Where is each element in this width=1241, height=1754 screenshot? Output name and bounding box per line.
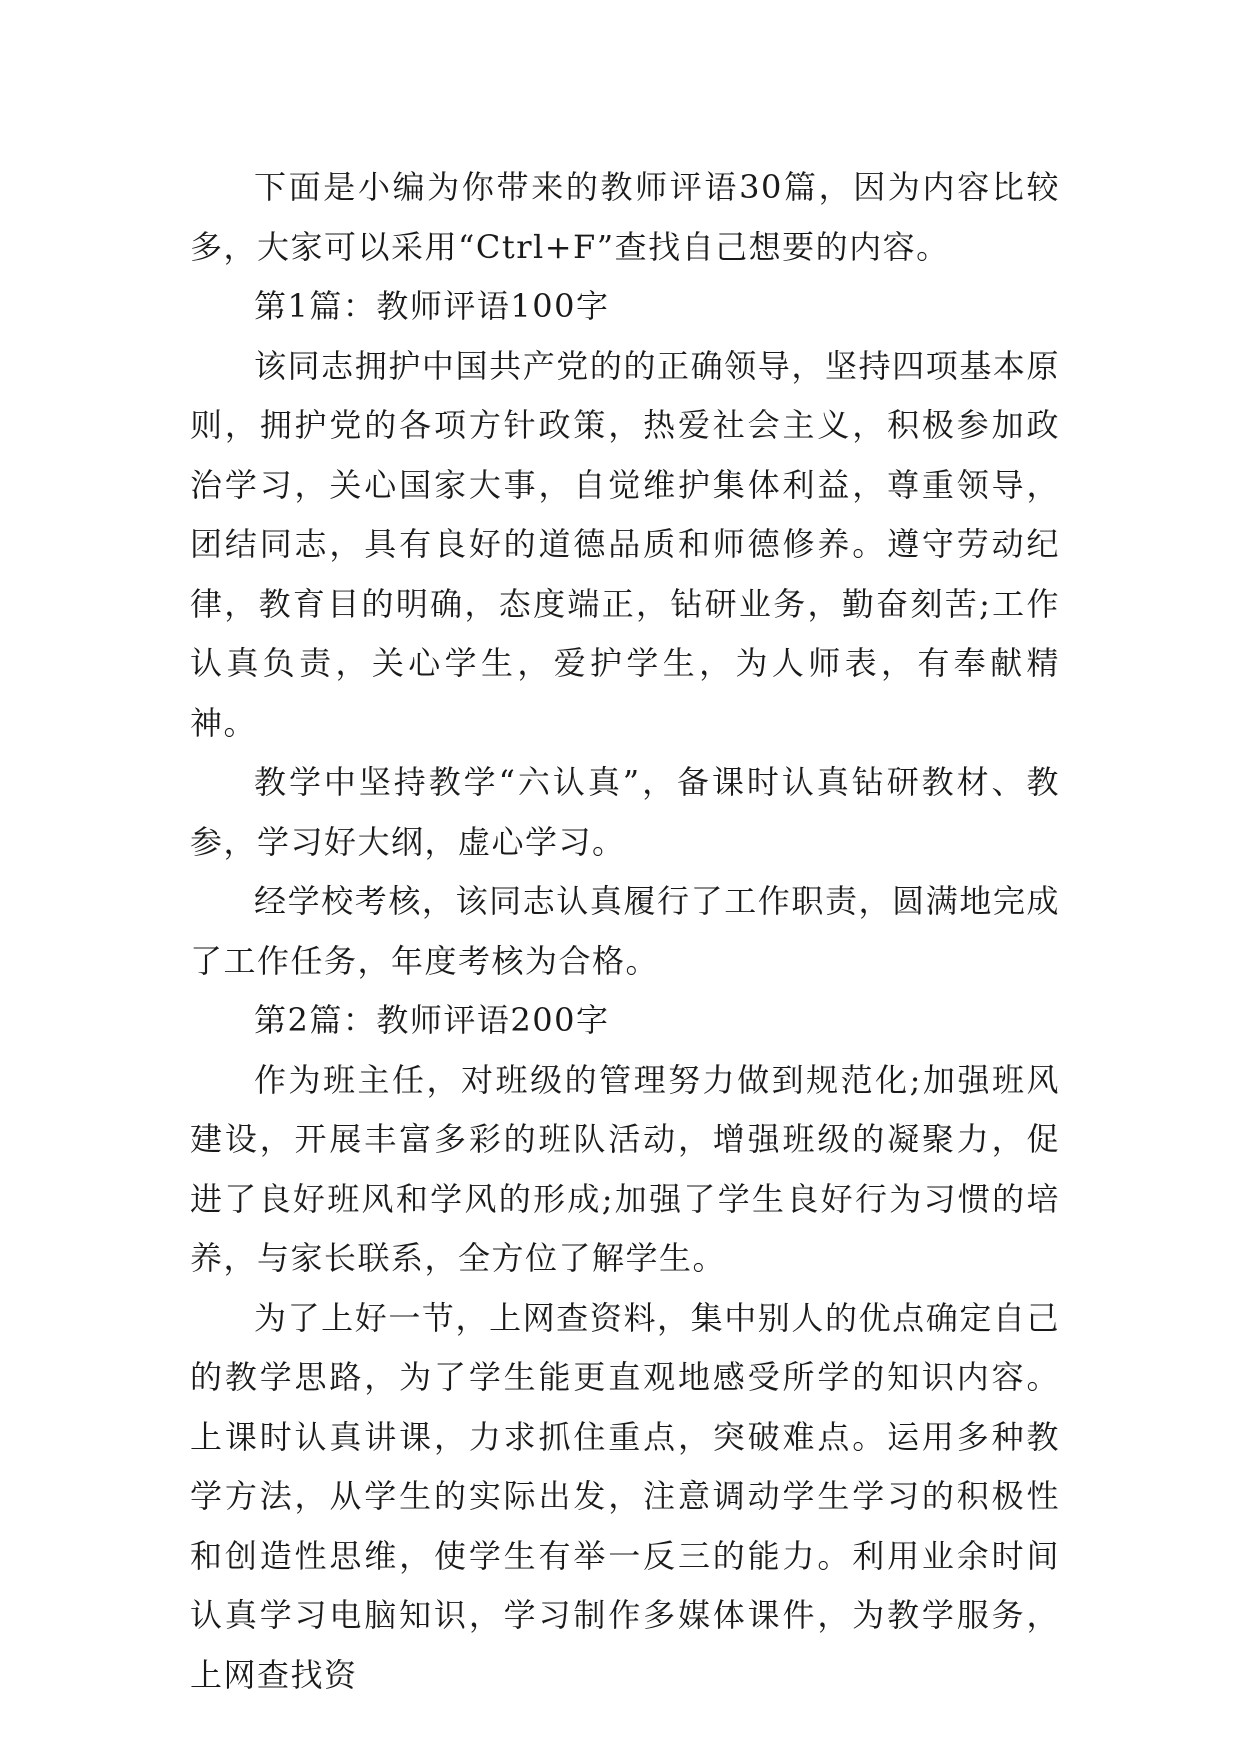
section-2-heading: 第2篇：教师评语200字 xyxy=(254,1001,610,1039)
section-1-paragraph-3: 经学校考核，该同志认真履行了工作职责，圆满地完成了工作任务，年度考核为合格。 xyxy=(190,882,1060,980)
section-2-paragraph-1: 作为班主任，对班级的管理努力做到规范化;加强班风建设，开展丰富多彩的班队活动，增强班级的凝聚力，促进了良好班风和学风的形成;加强了学生良好行为习惯的培养，与家长联系，全方位了解学生。 xyxy=(190,1060,1060,1277)
section-1-heading: 第1篇：教师评语100字 xyxy=(254,287,610,325)
intro-paragraph: 下面是小编为你带来的教师评语30篇，因为内容比较多，大家可以采用“Ctrl+F”查找自己想要的内容。 xyxy=(190,168,1060,266)
section-1-paragraph-1: 该同志拥护中国共产党的的正确领导，坚持四项基本原则，拥护党的各项方针政策，热爱社会主义，积极参加政治学习，关心国家大事，自觉维护集体利益，尊重领导，团结同志，具有良好的道德品质和师德修养。遵守劳动纪律，教育目的明确，态度端正，钻研业务，勤奋刻苦;工作认真负责，关心学生，爱护学生，为人师表，有奉献精神。 xyxy=(190,346,1060,742)
section-2-paragraph-2: 为了上好一节，上网查资料，集中别人的优点确定自己的教学思路，为了学生能更直观地感受所学的知识内容。上课时认真讲课，力求抓住重点，突破难点。运用多种教学方法，从学生的实际出发，注意调动学生学习的积极性和创造性思维，使学生有举一反三的能力。利用业余时间认真学习电脑知识，学习制作多媒体课件，为教学服务，上网查找资 xyxy=(190,1298,1060,1694)
document-body xyxy=(190,158,1060,1705)
section-1-paragraph-2: 教学中坚持教学“六认真”，备课时认真钻研教材、教参，学习好大纲，虚心学习。 xyxy=(190,763,1060,861)
